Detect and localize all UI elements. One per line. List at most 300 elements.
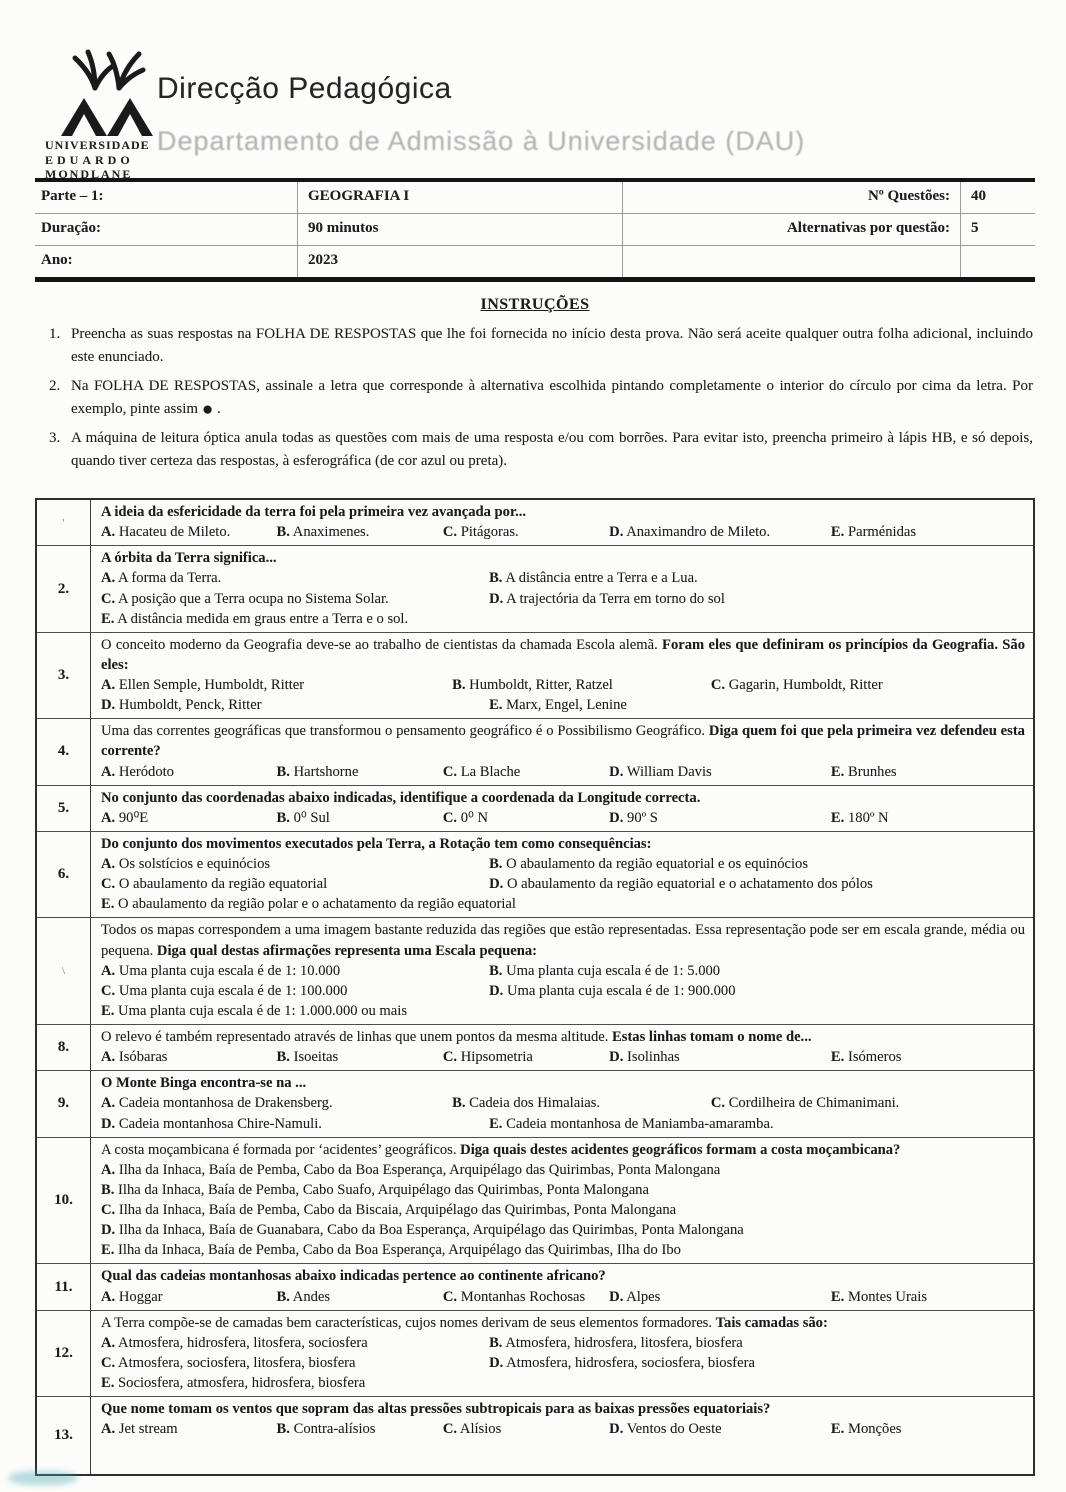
option-letter: E. [830, 809, 845, 826]
option-letter: A. [101, 570, 116, 587]
option-text: Contra-alísios [293, 1421, 376, 1438]
option-letter: C. [710, 677, 726, 693]
option-letter: B. [276, 524, 290, 541]
option-letter: B. [489, 962, 503, 979]
option-text: 90⁰E [118, 809, 149, 826]
answer-option-b [489, 1333, 1025, 1353]
option-text: Ilha da Inhaca, Baía de Pemba, Cabo da Biscaia, Arquipélago das Quirimbas, Ponta Malongana [118, 1202, 677, 1218]
option-text: Atmosfera, hidrosfera, sociosfera, biosfera [506, 1354, 755, 1371]
option-letter: D. [489, 982, 504, 999]
header [35, 0, 1035, 182]
uem-emblem-icon [57, 46, 157, 138]
option-letter: A. [101, 962, 116, 979]
answer-option-e [831, 522, 1025, 542]
option-text: Andes [292, 1288, 331, 1305]
filled-circle-example-icon: ● [201, 398, 214, 420]
option-text: Cadeia montanhosa de Maniamba-amaramba. [506, 1115, 774, 1132]
logo-caption-line: UNIVERSIDADE [45, 138, 150, 152]
option-text: O abaulamento da região equatorial [118, 876, 328, 893]
option-line [101, 1240, 1025, 1260]
option-letter: B. [101, 1181, 115, 1198]
question-stem [101, 1027, 1025, 1047]
option-letter: C. [710, 1095, 726, 1112]
option-line [101, 609, 1025, 629]
option-line [101, 1093, 1025, 1113]
answer-option-b [277, 762, 443, 782]
option-text: Ilha da Inhaca, Baía de Guanabara, Cabo da Boa Esperança, Arquipélago das Quirimbas, Ponta Malongana [118, 1222, 744, 1239]
answer-option-b [489, 568, 1025, 588]
option-line [101, 854, 1025, 874]
answer-option-a [101, 1093, 452, 1113]
option-text: 0⁰ N [460, 809, 489, 826]
meta-row [35, 213, 1035, 245]
question-stem [101, 1073, 1025, 1093]
option-letter: B. [276, 1288, 290, 1305]
option-letter: D. [609, 809, 624, 826]
instruction-text [71, 427, 1035, 472]
question-content [91, 786, 1033, 831]
answer-option-a [101, 1047, 277, 1067]
question-row [37, 1070, 1033, 1136]
meta-row [35, 245, 1035, 277]
option-text: Hipsometria [460, 1049, 533, 1066]
answer-option-b [489, 961, 1025, 981]
option-letter: C. [101, 876, 116, 893]
option-text: Ventos do Oeste [626, 1421, 722, 1438]
option-text: A distância entre a Terra e a Lua. [505, 570, 698, 587]
answer-option-a [101, 808, 277, 828]
instruction-number: 2. [49, 378, 61, 394]
option-text: O abaulamento da região polar e o achatamento da região equatorial [118, 896, 516, 913]
option-text: Atmosfera, hidrosfera, litosfera, biosfera [505, 1334, 743, 1351]
meta-alternatives-value: 5 [960, 213, 1035, 245]
option-letter: E. [489, 697, 503, 714]
question-content [91, 633, 1033, 719]
option-text: Hartshorne [293, 763, 359, 780]
option-line [101, 961, 1025, 981]
question-row [37, 718, 1033, 784]
answer-option-c [101, 981, 489, 1001]
question-stem-bold: Foram eles que definiram os princípios da Geografia. São eles: [101, 636, 1025, 673]
option-text: O abaulamento da região equatorial e o achatamento dos pólos [506, 876, 873, 893]
uem-logo [45, 46, 175, 182]
option-text: Ellen Semple, Humboldt, Ritter [118, 677, 305, 693]
option-letter: B. [452, 677, 466, 693]
meta-year-value: 2023 [297, 245, 622, 277]
question-stem-plain: O conceito moderno da Geografia deve-se ao trabalho de cientistas da chamada Escola alemã. [101, 636, 663, 653]
option-letter: A. [101, 1049, 116, 1066]
option-text: Cadeia montanhosa de Drakensberg. [118, 1095, 333, 1112]
option-text: A trajectória da Terra em torno do sol [506, 590, 725, 607]
question-number: 11. [37, 1264, 91, 1309]
answer-option-a [101, 762, 277, 782]
option-text: Monções [847, 1421, 902, 1438]
option-letter: A. [101, 1095, 116, 1112]
answer-option-a [101, 1160, 1025, 1180]
question-number: 10. [37, 1138, 91, 1264]
question-row [37, 831, 1033, 918]
option-letter: A. [101, 1288, 116, 1305]
instruction-item [35, 375, 1035, 420]
option-line [101, 1220, 1025, 1240]
option-text: Uma planta cuja escala é de 1: 100.000 [118, 982, 348, 999]
option-line [101, 874, 1025, 894]
question-row [37, 1024, 1033, 1070]
question-number: 12. [37, 1311, 91, 1397]
option-text: Isolinhas [627, 1049, 680, 1066]
answer-option-a [101, 675, 452, 695]
answer-option-c [443, 522, 609, 542]
meta-year-label: Ano: [35, 245, 297, 277]
answer-option-e [831, 808, 1025, 828]
question-stem-bold: A ideia da esfericidade da terra foi pela primeira vez avançada por... [101, 504, 527, 520]
question-content [91, 546, 1033, 632]
question-row [37, 785, 1033, 831]
answer-option-e [489, 1114, 1025, 1134]
question-number: ' [37, 500, 91, 545]
answer-option-b [277, 808, 443, 828]
question-row [37, 632, 1033, 719]
answer-option-d [101, 695, 489, 715]
answer-option-d [489, 1353, 1025, 1373]
option-text: 180º N [847, 809, 889, 826]
option-letter: A. [101, 809, 116, 826]
option-letter: A. [101, 1421, 116, 1438]
question-stem [101, 834, 1025, 854]
question-number: 8. [37, 1025, 91, 1070]
option-text: Montes Urais [847, 1288, 928, 1305]
question-stem-plain: A costa moçambicana é formada por ‘acidentes’ geográficos. [101, 1141, 461, 1158]
answer-option-d [609, 1287, 831, 1307]
option-letter: C. [101, 1202, 116, 1218]
option-letter: D. [609, 1049, 624, 1066]
question-stem [101, 920, 1025, 960]
answer-option-e [101, 609, 1025, 629]
option-text: Atmosfera, hidrosfera, litosfera, sociosfera [118, 1334, 368, 1351]
question-stem [101, 548, 1025, 568]
question-content [91, 719, 1033, 784]
instruction-text [71, 375, 1035, 420]
question-row [37, 917, 1033, 1024]
option-text: A forma da Terra. [118, 570, 222, 587]
option-letter: B. [452, 1095, 466, 1112]
question-row [37, 500, 1033, 545]
answer-option-d [101, 1220, 1025, 1240]
answer-option-e [101, 894, 1025, 914]
option-text: O abaulamento da região equatorial e os equinócios [506, 856, 809, 872]
option-line [101, 1160, 1025, 1180]
option-letter: D. [609, 1288, 624, 1305]
option-text: Ilha da Inhaca, Baía de Pemba, Cabo da Boa Esperança, Arquipélago das Quirimbas, Ponta Malongana [118, 1161, 721, 1178]
option-letter: E. [489, 1115, 503, 1132]
option-line [101, 894, 1025, 914]
option-letter: B. [276, 1049, 290, 1066]
question-stem-plain: Todos os mapas correspondem a uma imagem bastante reduzida das regiões que estão representadas. Essa representação pode ser em escala grande, média ou pequena. [101, 922, 1025, 959]
option-text: Alísios [459, 1421, 502, 1438]
option-text: Marx, Engel, Lenine [506, 697, 627, 714]
scan-smudge [8, 1471, 78, 1485]
option-letter: E. [830, 1049, 845, 1066]
question-number: 5. [37, 786, 91, 831]
option-letter: E. [830, 1288, 845, 1305]
answer-option-b [101, 1180, 1025, 1200]
meta-empty-cell [960, 245, 1035, 277]
answer-option-e [831, 1287, 1025, 1307]
option-letter: E. [101, 1375, 115, 1391]
option-text: Heródoto [118, 763, 174, 780]
option-text: Os solstícios e equinócios [118, 856, 271, 872]
option-letter: D. [489, 590, 504, 607]
option-letter: E. [101, 610, 115, 627]
question-row [37, 1396, 1033, 1474]
answer-option-d [609, 808, 831, 828]
question-stem [101, 1266, 1025, 1286]
option-letter: C. [442, 1288, 458, 1305]
option-line [101, 1419, 1025, 1439]
instructions-section [35, 296, 1035, 472]
question-content [91, 918, 1033, 1024]
option-letter: B. [489, 1334, 503, 1351]
answer-option-d [489, 874, 1025, 894]
option-letter: C. [442, 524, 458, 541]
option-text: Uma planta cuja escala é de 1: 1.000.000 ou mais [118, 1002, 407, 1019]
direccao-pedagogica-title: Direcção Pedagógica [157, 72, 452, 105]
question-number: 3. [37, 633, 91, 719]
question-stem-plain: A Terra compõe-se de camadas bem características, cujos nomes derivam de seus elementos formadores. [101, 1314, 716, 1331]
option-line [101, 568, 1025, 588]
option-text: Cadeia montanhosa Chire-Namuli. [118, 1115, 322, 1132]
instruction-number: 1. [49, 326, 61, 342]
option-letter: D. [609, 524, 624, 541]
dau-subtitle: Departamento de Admissão à Universidade (DAU) [157, 126, 806, 156]
option-text: Hacateu de Mileto. [118, 524, 231, 541]
option-text: Isóbaras [118, 1049, 168, 1066]
option-line [101, 589, 1025, 609]
question-content [91, 1071, 1033, 1136]
question-stem [101, 1399, 1025, 1419]
question-row [37, 1310, 1033, 1397]
meta-alternatives-label: Alternativas por questão: [622, 213, 960, 245]
question-stem-bold: Diga quais destes acidentes geográficos formam a costa moçambicana? [460, 1141, 901, 1158]
meta-questions-value: 40 [960, 182, 1035, 213]
question-stem-bold: Que nome tomam os ventos que sopram das altas pressões subtropicais para as baixas pressões equatoriais? [101, 1401, 771, 1418]
option-text: Humboldt, Penck, Ritter [118, 697, 262, 714]
option-text: Uma planta cuja escala é de 1: 10.000 [118, 962, 341, 979]
option-letter: D. [489, 1354, 504, 1371]
question-number: 13. [37, 1397, 91, 1474]
option-text: 0⁰ Sul [293, 809, 330, 826]
answer-option-c [443, 1419, 609, 1439]
question-stem-bold: Do conjunto dos movimentos executados pela Terra, a Rotação tem como consequências: [101, 835, 652, 852]
option-letter: A. [101, 1334, 116, 1351]
option-letter: B. [276, 809, 290, 826]
option-letter: E. [830, 1421, 845, 1438]
answer-option-a [101, 1419, 277, 1439]
answer-option-e [831, 762, 1025, 782]
option-letter: D. [101, 697, 116, 714]
answer-option-c [711, 675, 1025, 695]
option-line [101, 1353, 1025, 1373]
answer-option-d [609, 1047, 831, 1067]
option-text: Gagarin, Humboldt, Ritter [728, 677, 883, 693]
option-text: Ilha da Inhaca, Baía de Pemba, Cabo da Boa Esperança, Arquipélago das Quirimbas, Ilha do Ibo [118, 1242, 681, 1259]
option-letter: A. [101, 524, 116, 541]
option-text: Anaximenes. [292, 524, 370, 541]
answer-option-b [452, 1093, 711, 1113]
question-stem-plain: O relevo é também representado através de linhas que unem pontos da mesma altitude. [101, 1029, 613, 1045]
instruction-item [35, 323, 1035, 368]
option-text: Sociosfera, atmosfera, hidrosfera, biosfera [118, 1375, 366, 1391]
answer-option-c [101, 1353, 489, 1373]
option-line [101, 1287, 1025, 1307]
option-line [101, 1114, 1025, 1134]
instruction-text-span: Preencha as suas respostas na FOLHA DE RESPOSTAS que lhe foi fornecida no início desta prova. Não será aceite qualquer outra folha adicional, incluindo este enunciado. [71, 326, 1033, 365]
meta-subject-value: GEOGRAFIA I [297, 182, 622, 213]
option-letter: C. [101, 1354, 116, 1371]
option-text: La Blache [460, 763, 521, 780]
question-row [37, 545, 1033, 632]
question-stem [101, 788, 1025, 808]
option-letter: E. [830, 524, 845, 541]
meta-duration-value: 90 minutos [297, 213, 622, 245]
instruction-text-span: A máquina de leitura óptica anula todas as questões com mais de uma resposta e/ou com borrões. Para evitar isto, preencha primeiro à lápis HB, e só depois, quando tiver certeza das respostas, à esferográfica (de cor azul ou preta). [71, 430, 1033, 469]
meta-part-label: Parte – 1: [41, 188, 104, 204]
meta-duration-label: Duração: [35, 213, 297, 245]
option-letter: E. [830, 763, 845, 780]
option-line [101, 1200, 1025, 1220]
option-line [101, 1373, 1025, 1393]
option-letter: B. [489, 570, 503, 587]
option-text: Jet stream [118, 1421, 178, 1438]
question-content [91, 500, 1033, 545]
option-letter: D. [489, 876, 504, 893]
meta-questions-label: Nº Questões: [622, 182, 960, 213]
option-text: Cadeia dos Himalaias. [469, 1095, 601, 1112]
answer-option-e [101, 1001, 1025, 1021]
instruction-text-span: Na FOLHA DE RESPOSTAS, assinale a letra que corresponde à alternativa escolhida pintando completamente o interior do círculo por cima da letra. Por exemplo, pinte assim [71, 378, 1033, 417]
option-text: A posição que a Terra ocupa no Sistema Solar. [118, 590, 389, 607]
option-text: Anaximandro de Mileto. [626, 524, 771, 541]
question-row [37, 1137, 1033, 1264]
question-stem-bold: Qual das cadeias montanhosas abaixo indicadas pertence ao continente africano? [101, 1268, 606, 1285]
option-letter: D. [101, 1115, 116, 1132]
answer-option-a [101, 961, 489, 981]
answer-option-b [277, 1047, 443, 1067]
question-content [91, 1311, 1033, 1397]
option-line [101, 695, 1025, 715]
question-stem-bold: Diga qual destas afirmações representa uma Escala pequena: [156, 942, 538, 959]
option-text: Hoggar [118, 1288, 163, 1305]
option-line [101, 675, 1025, 695]
option-text: A distância medida em graus entre a Terra e o sol. [117, 610, 409, 627]
answer-option-e [489, 695, 1025, 715]
option-text: Alpes [626, 1288, 661, 1305]
option-text: Brunhes [847, 763, 897, 780]
question-content [91, 1138, 1033, 1264]
question-stem [101, 721, 1025, 761]
answer-option-a [101, 568, 489, 588]
question-stem-bold: No conjunto das coordenadas abaixo indicadas, identifique a coordenada da Longitude correcta. [101, 789, 701, 806]
option-letter: B. [276, 1421, 290, 1438]
answer-option-d [609, 762, 831, 782]
answer-option-c [443, 808, 609, 828]
answer-option-e [831, 1047, 1025, 1067]
option-line [101, 522, 1025, 542]
option-letter: D. [101, 1222, 116, 1239]
question-stem [101, 1313, 1025, 1333]
question-stem [101, 502, 1025, 522]
meta-empty-cell [622, 245, 960, 277]
option-letter: E. [101, 1002, 115, 1019]
option-text: Parménidas [847, 524, 917, 541]
answer-option-e [101, 1240, 1025, 1260]
logo-caption-line: EDUARDO [45, 152, 134, 167]
answer-option-e [831, 1419, 1025, 1439]
option-text: Cordilheira de Chimanimani. [728, 1095, 900, 1112]
option-line [101, 1333, 1025, 1353]
option-letter: A. [101, 677, 116, 693]
answer-option-b [489, 854, 1025, 874]
question-stem [101, 635, 1025, 675]
option-letter: B. [489, 856, 503, 872]
option-letter: E. [101, 896, 115, 913]
question-stem-bold: A órbita da Terra significa... [101, 550, 277, 567]
answer-option-d [489, 981, 1025, 1001]
answer-option-c [101, 874, 489, 894]
option-line [101, 762, 1025, 782]
option-text: Isómeros [847, 1049, 902, 1066]
answer-option-c [711, 1093, 1025, 1113]
answer-option-b [277, 1287, 443, 1307]
question-stem-bold: Tais camadas são: [715, 1314, 828, 1331]
question-content [91, 832, 1033, 918]
question-number: 6. [37, 832, 91, 918]
option-letter: C. [442, 763, 458, 780]
option-letter: C. [442, 809, 458, 826]
answer-option-c [443, 1047, 609, 1067]
option-text: Pitágoras. [460, 524, 519, 541]
option-letter: D. [609, 763, 624, 780]
option-letter: E. [101, 1242, 115, 1259]
option-text: William Davis [626, 763, 712, 780]
answer-option-a [101, 522, 277, 542]
option-letter: D. [609, 1421, 624, 1438]
answer-option-c [101, 589, 489, 609]
option-text: Atmosfera, sociosfera, litosfera, biosfera [118, 1354, 356, 1371]
option-line [101, 1180, 1025, 1200]
question-number: 2. [37, 546, 91, 632]
exam-meta-table [35, 178, 1035, 282]
option-text: Isoeitas [293, 1049, 339, 1066]
option-letter: C. [442, 1421, 458, 1438]
question-stem-bold: O Monte Binga encontra-se na ... [101, 1075, 307, 1092]
option-text: Uma planta cuja escala é de 1: 900.000 [506, 982, 736, 999]
question-content [91, 1397, 1033, 1474]
question-stem-bold: Diga quem foi que pela primeira vez defendeu esta corrente? [101, 723, 1025, 760]
answer-option-c [101, 1200, 1025, 1220]
option-letter: B. [276, 763, 290, 780]
question-stem-bold: Estas linhas tomam o nome de... [612, 1029, 812, 1045]
question-content [91, 1264, 1033, 1309]
answer-option-c [443, 1287, 609, 1307]
logo-caption-line: MONDLANE [45, 167, 133, 182]
instruction-number: 3. [49, 430, 61, 446]
question-stem-plain: Uma das correntes geográficas que transformou o pensamento geográfico é o Possibilismo Geográfico. [101, 723, 709, 740]
logo-caption [45, 138, 175, 182]
option-letter: C. [101, 982, 116, 999]
option-text: Montanhas Rochosas [460, 1288, 586, 1305]
answer-option-a [101, 854, 489, 874]
